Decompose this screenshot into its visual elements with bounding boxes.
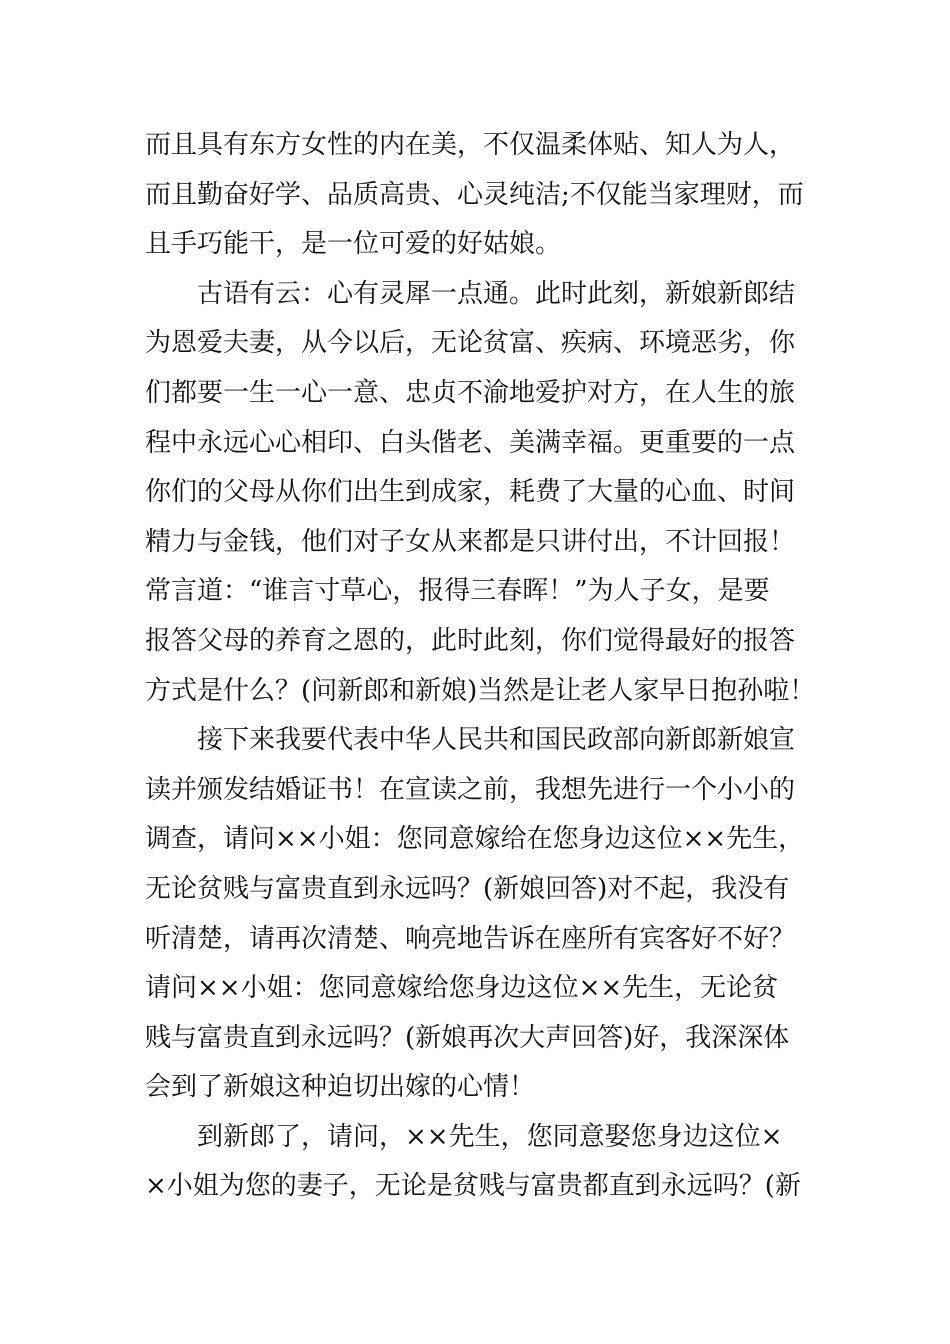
text-line: 而且勤奋好学、品质高贵、心灵纯洁;不仅能当家理财，而	[145, 179, 804, 210]
text-line: 方式是什么？(问新郎和新娘)当然是让老人家早日抱孙啦！	[145, 675, 816, 706]
paragraph-first-line: 到新郎了，请问，××先生，您同意娶您身边这位×	[197, 1121, 783, 1152]
text-line: 调查，请问××小姐：您同意嫁给在您身边这位××先生，	[145, 824, 805, 855]
text-line: ×小姐为您的妻子，无论是贫贱与富贵都直到永远吗？(新	[145, 1171, 801, 1202]
text-line: 程中永远心心相印、白头偕老、美满幸福。更重要的一点	[145, 427, 796, 458]
text-line: 会到了新娘这种迫切出嫁的心情！	[145, 1072, 536, 1103]
text-line: 精力与金钱，他们对子女从来都是只讲付出，不计回报！	[145, 526, 796, 557]
text-line: 贱与富贵直到永远吗？(新娘再次大声回答)好，我深深体	[145, 1022, 790, 1053]
text-line: 为恩爱夫妻，从今以后，无论贫富、疾病、环境恶劣，你	[145, 328, 796, 359]
text-line: 你们的父母从你们出生到成家，耗费了大量的心血、时间	[145, 477, 796, 508]
text-line: 而且具有东方女性的内在美，不仅温柔体贴、知人为人，	[145, 130, 796, 160]
text-line: 听清楚，请再次清楚、响亮地告诉在座所有宾客好不好？	[145, 923, 796, 954]
text-line: 请问××小姐：您同意嫁给您身边这位××先生，无论贫	[145, 973, 779, 1004]
text-line: 无论贫贱与富贵直到永远吗？(新娘回答)对不起，我没有	[145, 873, 790, 904]
text-line: 报答父母的养育之恩的，此时此刻，你们觉得最好的报答	[145, 625, 796, 656]
text-line: 且手巧能干，是一位可爱的好姑娘。	[145, 229, 562, 260]
text-line: 们都要一生一心一意、忠贞不渝地爱护对方，在人生的旅	[145, 377, 796, 408]
paragraph-first-line: 古语有云：心有灵犀一点通。此时此刻，新娘新郎结	[197, 278, 796, 309]
paragraph-first-line: 接下来我要代表中华人民共和国民政部向新郎新娘宣	[197, 725, 796, 756]
text-line: 常言道：“谁言寸草心，报得三春晖！”为人子女，是要	[145, 576, 770, 607]
text-line: 读并颁发结婚证书！在宣读之前，我想先进行一个小小的	[145, 774, 796, 805]
body-text	[145, 121, 816, 1212]
